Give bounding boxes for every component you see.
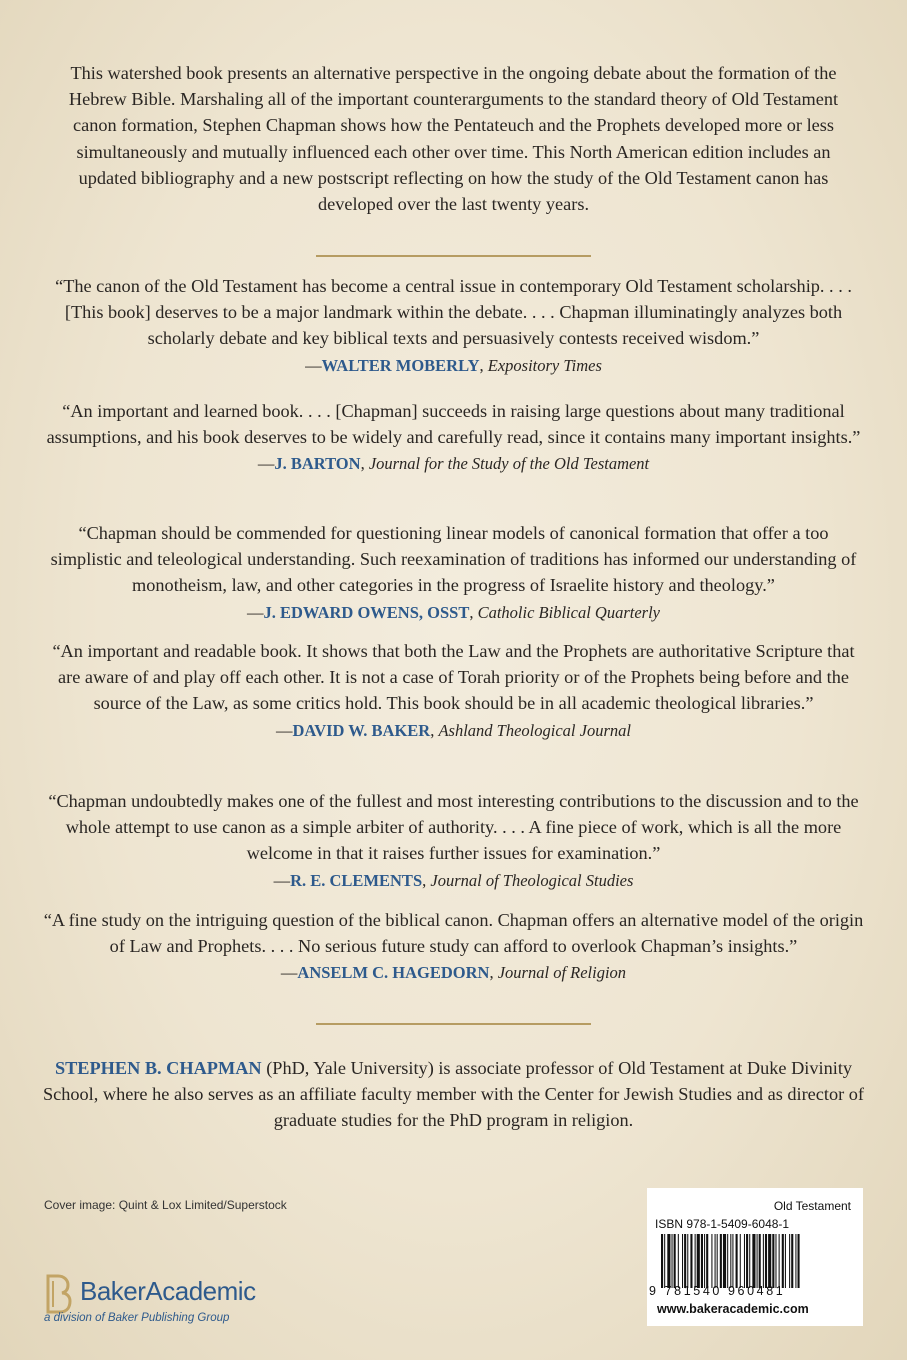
publisher-name: BakerAcademic xyxy=(80,1276,256,1306)
endorsement-quote: “Chapman undoubtedly makes one of the fullest and most interesting contributions to the discussion and to the whole attempt to use canon as a simple arbiter of authority. . . . A fine piece of work, which is all the more welcome in that it raises further issues for examination.” xyxy=(48,791,859,864)
barcode-graphic xyxy=(661,1234,855,1288)
barcode-bar xyxy=(711,1234,712,1288)
endorsement-quote: “The canon of the Old Testament has become a central issue in contemporary Old Testament scholarship. . . . [This book] deserves to be a major landmark within the debate. . . . Chapman illuminatingly analyzes both scholarly debate and key biblical texts and persuasively contests received wisdom.” xyxy=(55,276,852,349)
endorsement-attribution xyxy=(42,719,865,743)
attribution-dash: — xyxy=(276,720,293,740)
endorsement-1 xyxy=(42,273,865,378)
barcode-bar xyxy=(697,1234,700,1288)
barcode-digits: 9 781540 960481 xyxy=(649,1284,786,1298)
endorser-name: WALTER MOBERLY xyxy=(321,355,480,375)
barcode-bar xyxy=(782,1234,784,1288)
barcode-bar xyxy=(740,1234,741,1288)
barcode-bar xyxy=(727,1234,728,1288)
barcode-bar xyxy=(744,1234,745,1288)
barcode-bar xyxy=(732,1234,733,1288)
attribution-separator: , xyxy=(479,355,488,375)
endorser-name: R. E. CLEMENTS xyxy=(290,870,423,890)
attribution-separator: , xyxy=(469,602,478,622)
bottom-divider xyxy=(316,1023,591,1025)
barcode-bar xyxy=(684,1234,686,1288)
barcode-bar xyxy=(768,1234,771,1288)
barcode-bar xyxy=(749,1234,750,1288)
attribution-dash: — xyxy=(257,454,275,474)
barcode-bar xyxy=(687,1234,688,1288)
barcode-bar xyxy=(772,1234,774,1288)
barcode-bar xyxy=(785,1234,786,1288)
barcode-bar xyxy=(661,1234,663,1288)
attribution-dash: — xyxy=(247,602,264,622)
publisher-subtitle: a division of Baker Publishing Group xyxy=(44,1312,230,1324)
barcode-bar xyxy=(779,1234,780,1288)
attribution-separator: , xyxy=(430,720,439,740)
endorsement-3 xyxy=(42,520,865,625)
barcode-bar xyxy=(720,1234,722,1288)
attribution-dash: — xyxy=(273,870,291,890)
endorsement-attribution xyxy=(42,961,865,985)
endorsement-6 xyxy=(42,907,865,985)
attribution-dash: — xyxy=(280,963,298,983)
attribution-separator: , xyxy=(422,870,431,890)
barcode-bar xyxy=(763,1234,764,1288)
barcode-bar xyxy=(752,1234,755,1288)
endorsement-attribution xyxy=(42,869,865,893)
barcode-bar xyxy=(746,1234,748,1288)
barcode-bar xyxy=(730,1234,731,1288)
barcode-bar xyxy=(789,1234,790,1288)
barcode-bar xyxy=(674,1234,676,1288)
endorsement-quote: “A fine study on the intriguing question of the biblical canon. Chapman offers an alternative model of the origin of Law and Prophets. . . . No serious future study can afford to overlook Chapman’s insights.” xyxy=(43,910,864,957)
barcode-bar xyxy=(695,1234,696,1288)
endorsement-quote: “Chapman should be commended for questioning linear models of canonical formation that offer a too simplistic and teleological understanding. Such reexamination of traditions has informed our understanding of monotheism, law, and other categories in the progress of Israelite history and theology.” xyxy=(50,523,857,596)
endorsement-4 xyxy=(42,638,865,743)
endorsement-quote: “An important and learned book. . . . [Chapman] succeeds in raising large questions about many traditional assumptions, and his book deserves to be widely and carefully read, since it contains many important insights.” xyxy=(46,401,861,448)
endorsement-2 xyxy=(42,398,865,476)
barcode-bar xyxy=(795,1234,796,1288)
barcode-bar xyxy=(736,1234,738,1288)
endorser-name: J. BARTON xyxy=(274,454,361,474)
publisher-logo xyxy=(44,1272,334,1332)
endorser-source: Journal of Theological Studies xyxy=(430,870,634,890)
top-divider xyxy=(316,255,591,257)
barcode-bar xyxy=(672,1234,673,1288)
barcode-bar xyxy=(759,1234,761,1288)
endorser-name: J. EDWARD OWENS, OSST xyxy=(263,602,470,622)
isbn-text: ISBN 978-1-5409-6048-1 xyxy=(655,1217,790,1231)
barcode-bar xyxy=(765,1234,767,1288)
barcode-bar xyxy=(757,1234,758,1288)
endorsement-5 xyxy=(42,788,865,893)
barcode-bar xyxy=(682,1234,683,1288)
endorser-source: Ashland Theological Journal xyxy=(438,720,631,740)
endorsement-attribution xyxy=(42,452,865,476)
attribution-separator: , xyxy=(360,454,369,474)
author-name: STEPHEN B. CHAPMAN xyxy=(54,1058,262,1078)
endorser-source: Catholic Biblical Quarterly xyxy=(477,602,660,622)
endorser-source: Journal of Religion xyxy=(497,963,627,983)
endorsement-attribution xyxy=(42,354,865,378)
barcode-bar xyxy=(798,1234,800,1288)
barcode-bar xyxy=(791,1234,793,1288)
author-bio xyxy=(42,1055,865,1134)
book-category: Old Testament xyxy=(773,1199,851,1213)
barcode-bar xyxy=(723,1234,726,1288)
barcode-bar xyxy=(717,1234,718,1288)
endorser-source: Expository Times xyxy=(487,355,602,375)
endorser-name: DAVID W. BAKER xyxy=(292,720,431,740)
barcode-panel xyxy=(647,1188,863,1326)
barcode-bar xyxy=(715,1234,716,1288)
barcode-bar xyxy=(678,1234,679,1288)
barcode-bar xyxy=(706,1234,708,1288)
barcode-bar xyxy=(690,1234,692,1288)
endorser-name: ANSELM C. HAGEDORN xyxy=(297,963,490,983)
cover-image-credit: Cover image: Quint & Lox Limited/Superstock xyxy=(44,1198,287,1212)
publisher-website: www.bakeracademic.com xyxy=(657,1302,809,1316)
endorser-source: Journal for the Study of the Old Testament xyxy=(368,454,650,474)
endorsement-quote: “An important and readable book. It shows that both the Law and the Prophets are authoritative Scripture that are aware of and play off each other. It is not a case of Torah priority or of the Prophets being before and the source of the Law, as some critics hold. This book should be in all academic theological libraries.” xyxy=(52,641,855,714)
barcode-bar xyxy=(667,1234,670,1288)
barcode-bar xyxy=(775,1234,776,1288)
endorsement-attribution xyxy=(42,601,865,625)
attribution-dash: — xyxy=(305,355,322,375)
attribution-separator: , xyxy=(489,963,498,983)
book-description: This watershed book presents an alternative perspective in the ongoing debate about the formation of the Hebrew Bible. Marshaling all of the important counterarguments to the standard theory of Old Testament canon formation, Stephen Chapman shows how the Pentateuch and the Prophets developed more or less simultaneously and mutually influenced each other over time. This North American edition includes an updated bibliography and a new postscript reflecting on how the study of the Old Testament canon has developed over the last twenty years. xyxy=(68,63,839,215)
barcode-bar xyxy=(701,1234,703,1288)
barcode-bar xyxy=(704,1234,705,1288)
barcode-bar xyxy=(664,1234,665,1288)
author-bio-text: (PhD, Yale University) is associate professor of Old Testament at Duke Divinity School, where he also serves as an affiliate faculty member with the Center for Jewish Studies and as director of graduate studies for the PhD program in religion. xyxy=(42,1058,865,1131)
